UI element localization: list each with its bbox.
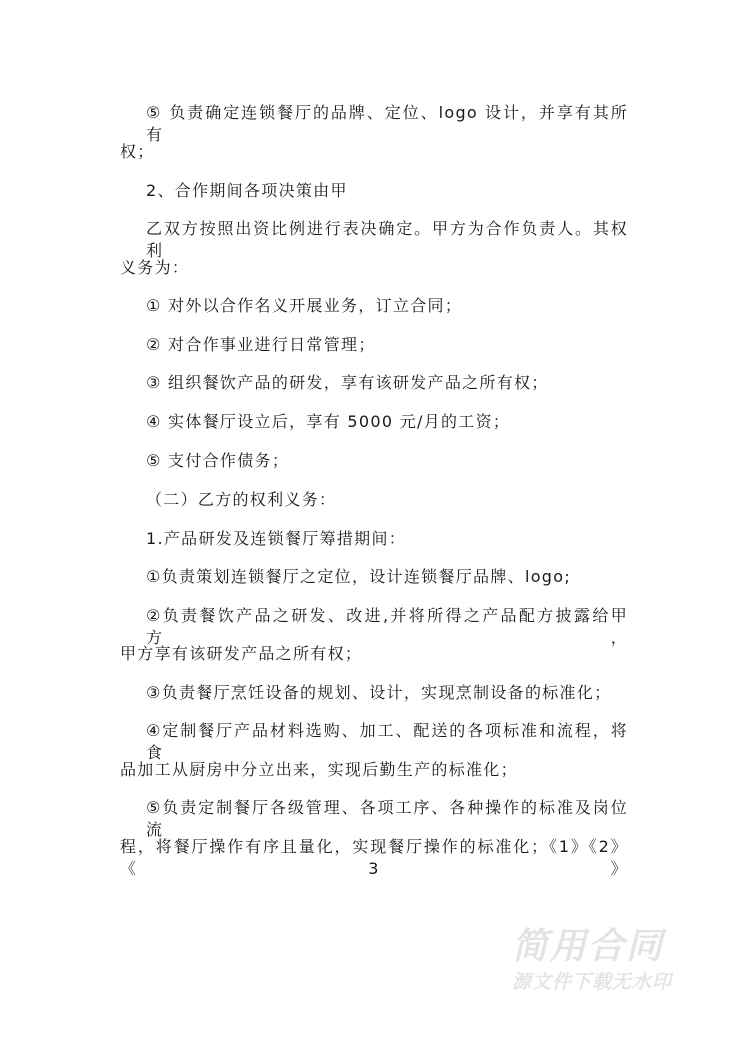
list-item: ① 对外以合作名义开展业务，订立合同； (146, 296, 463, 315)
list-item: ②负责餐饮产品之研发、改进,并将所得之产品配方披露给甲方， (146, 606, 628, 647)
list-item: ①负责策划连锁餐厅之定位，设计连锁餐厅品牌、logo; (146, 567, 572, 586)
paragraph-line: 程，将餐厅操作有序且量化，实现餐厅操作的标准化；《1》《2》《3》 (120, 837, 628, 878)
paragraph-line: ⑤ 负责确定连锁餐厅的品牌、定位、logo 设计，并享有其所有 (146, 103, 628, 144)
list-item: ⑤负责定制餐厅各级管理、各项工序、各种操作的标准及岗位流 (146, 798, 628, 839)
paragraph-line: 权； (120, 142, 155, 161)
subsection-heading: 1.产品研发及连锁餐厅筹措期间： (146, 529, 407, 548)
paragraph-line: 义务为： (120, 258, 190, 277)
watermark-subtitle: 源文件下载无水印 (512, 971, 673, 993)
section-heading: 2、合作期间各项决策由甲 (146, 181, 348, 200)
paragraph-line: 乙双方按照出资比例进行表决确定。甲方为合作负责人。其权利 (146, 219, 628, 260)
list-item: ③负责餐厅烹饪设备的规划、设计，实现烹制设备的标准化； (146, 683, 612, 702)
section-heading: （二）乙方的权利义务： (146, 490, 337, 509)
paragraph-line: 品加工从厨房中分立出来，实现后勤生产的标准化； (120, 760, 518, 779)
list-item: ⑤ 支付合作债务； (146, 451, 290, 470)
list-item: ② 对合作事业进行日常管理； (146, 335, 376, 354)
list-item: ④定制餐厅产品材料选购、加工、配送的各项标准和流程，将食 (146, 721, 628, 762)
watermark-title: 简用合同 (512, 926, 665, 967)
list-item: ④ 实体餐厅设立后，享有 5000 元/月的工资； (146, 412, 511, 431)
paragraph-line: 甲方享有该研发产品之所有权； (120, 644, 363, 663)
list-item: ③ 组织餐饮产品的研发，享有该研发产品之所有权； (146, 373, 549, 392)
